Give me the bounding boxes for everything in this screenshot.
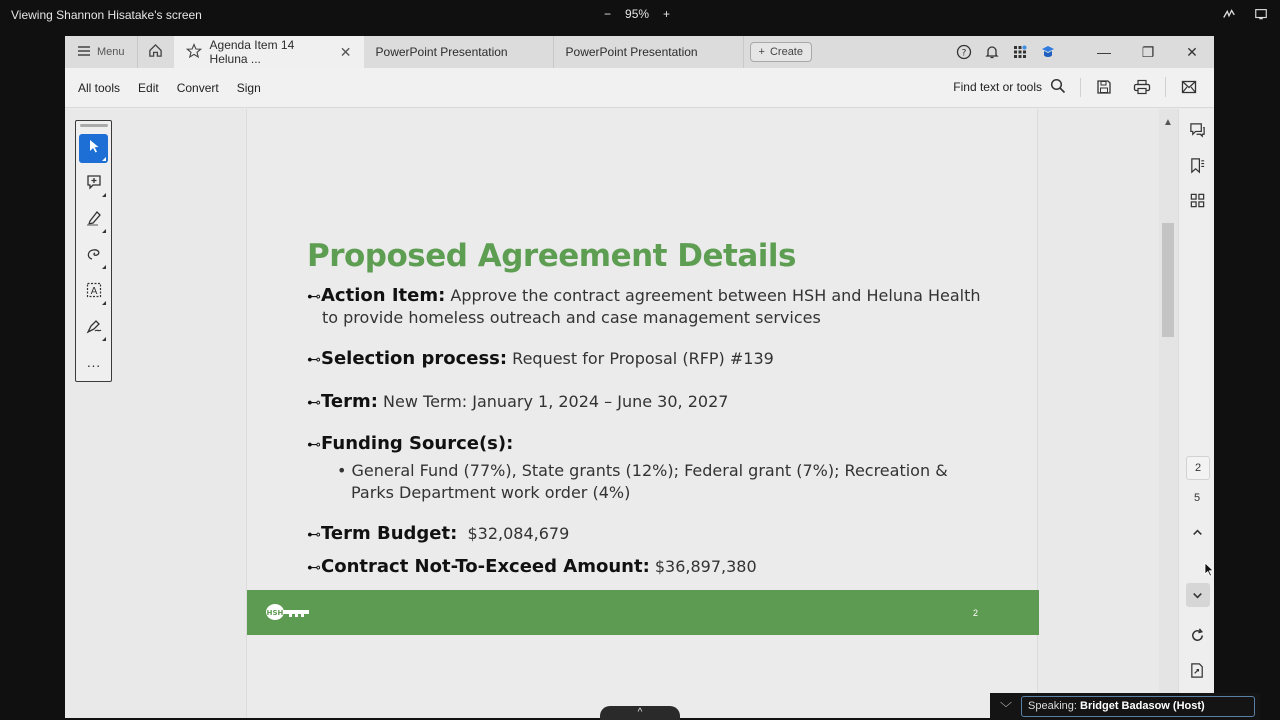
sign-menu[interactable]: Sign — [236, 81, 261, 95]
toolbar-divider — [1165, 77, 1166, 97]
freehand-icon — [86, 246, 102, 267]
bullet-term: ⊷Term: New Term: January 1, 2024 – June 30, 2027 — [307, 391, 729, 412]
select-tool-button[interactable] — [79, 134, 108, 163]
tab-label: PowerPoint Presentation — [565, 45, 698, 59]
main-toolbar — [65, 68, 1214, 108]
comments-icon[interactable] — [1179, 122, 1214, 139]
right-side-panel — [1178, 109, 1214, 718]
thumbnails-icon[interactable] — [1179, 192, 1214, 209]
bookmarks-icon[interactable] — [1179, 157, 1214, 174]
slide-page-number: 2 — [973, 608, 979, 618]
key-bullet-icon: ⊷ — [307, 437, 321, 453]
learning-icon[interactable] — [1034, 44, 1062, 60]
tab-agenda-item[interactable] — [174, 36, 364, 68]
previous-page-button[interactable] — [1179, 524, 1214, 541]
menu-label: Menu — [97, 46, 125, 58]
highlighter-icon — [86, 210, 102, 231]
key-bullet-icon: ⊷ — [307, 289, 321, 305]
bullet-selection-process: ⊷Selection process: Request for Proposal (RFP) #139 — [307, 348, 774, 369]
mouse-cursor-icon — [1204, 562, 1214, 582]
tab-bar — [65, 36, 1214, 68]
convert-menu[interactable]: Convert — [176, 81, 219, 95]
bullet-action-item-continued: to provide homeless outreach and case management services — [322, 308, 821, 327]
speaker-name: Bridget Badasow (Host) — [1080, 700, 1205, 712]
zoom-in-button[interactable]: + — [663, 7, 671, 21]
text-select-button[interactable] — [79, 278, 108, 307]
edit-menu[interactable]: Edit — [138, 81, 159, 95]
add-comment-button[interactable] — [79, 170, 108, 199]
key-bullet-icon: ⊷ — [307, 352, 321, 368]
rotate-icon[interactable] — [1179, 627, 1214, 644]
tab-powerpoint-2[interactable] — [554, 36, 744, 68]
svg-text:A: A — [90, 286, 97, 297]
create-button[interactable] — [750, 42, 812, 62]
slide-footer-band — [247, 590, 1039, 635]
home-icon — [148, 43, 163, 61]
current-page-input[interactable]: 2 — [1186, 456, 1210, 480]
share-zoom-control — [604, 7, 670, 21]
home-button[interactable] — [138, 36, 174, 68]
plus-icon: + — [758, 46, 765, 58]
bullet-action-item: ⊷Action Item: Approve the contract agreement between HSH and Heluna Health — [307, 285, 981, 306]
comment-plus-icon — [86, 174, 102, 195]
pen-sign-icon — [86, 318, 102, 339]
total-pages: 5 — [1193, 492, 1201, 504]
find-label: Find text or tools — [953, 80, 1042, 94]
draw-button[interactable] — [79, 242, 108, 271]
find-text-or-tools[interactable] — [953, 78, 1081, 97]
tab-powerpoint-1[interactable] — [364, 36, 554, 68]
more-icon: ··· — [86, 356, 101, 373]
apps-icon[interactable] — [1006, 44, 1034, 60]
drag-handle[interactable] — [80, 124, 108, 127]
scroll-up-icon[interactable]: ▲ — [1163, 117, 1173, 128]
print-icon[interactable] — [1127, 79, 1157, 95]
screen-share-bar — [0, 0, 1280, 30]
sign-button[interactable] — [79, 314, 108, 343]
popout-icon[interactable] — [1254, 7, 1268, 24]
scrollbar-thumb[interactable] — [1162, 223, 1174, 337]
more-tools-button[interactable] — [79, 350, 108, 379]
svg-text:?: ? — [961, 48, 967, 59]
key-bullet-icon: ⊷ — [307, 560, 321, 576]
close-window-button[interactable]: ✕ — [1186, 43, 1198, 60]
star-icon[interactable] — [186, 43, 202, 62]
tab-close-button[interactable]: ✕ — [339, 43, 352, 60]
all-tools-menu[interactable]: All tools — [78, 81, 121, 95]
key-bullet-icon: ⊷ — [307, 527, 321, 543]
speaker-box — [1021, 696, 1255, 717]
bullet-funding-sources: ⊷Funding Source(s): — [307, 433, 514, 454]
save-icon[interactable] — [1089, 79, 1119, 95]
zoom-out-button[interactable]: − — [604, 7, 612, 21]
notifications-icon[interactable] — [978, 44, 1006, 60]
funding-sub-bullet-line2: Parks Department work order (4%) — [351, 483, 631, 502]
menu-button[interactable] — [65, 36, 138, 68]
search-icon — [1050, 78, 1066, 97]
minimize-button[interactable]: — — [1097, 43, 1111, 60]
meeting-controls-handle[interactable]: ^ — [600, 706, 680, 720]
cursor-arrow-icon — [86, 138, 102, 159]
key-bullet-icon: ⊷ — [307, 395, 321, 411]
hamburger-icon — [77, 45, 91, 60]
highlight-button[interactable] — [79, 206, 108, 235]
document-workspace — [65, 109, 1178, 718]
text-box-icon — [86, 282, 102, 303]
vertical-scrollbar[interactable] — [1159, 109, 1178, 718]
quick-tools-bar — [75, 120, 112, 382]
bullet-term-budget: ⊷Term Budget: $32,084,679 — [307, 523, 570, 544]
email-icon[interactable] — [1174, 80, 1204, 94]
tab-label: PowerPoint Presentation — [375, 45, 508, 59]
speaking-indicator — [990, 693, 1260, 720]
bullet-not-to-exceed: ⊷Contract Not-To-Exceed Amount: $36,897,380 — [307, 556, 757, 577]
acrobat-window — [65, 36, 1214, 718]
svg-text:HSH: HSH — [266, 609, 284, 617]
chevron-down-icon[interactable] — [1179, 587, 1214, 604]
speaking-label: Speaking: — [1028, 700, 1077, 712]
funding-sub-bullet-line1: • General Fund (77%), State grants (12%); Federal grant (7%); Recreation & — [337, 461, 948, 480]
annotate-icon[interactable] — [1222, 7, 1236, 24]
viewing-label: Viewing Shannon Hisatake's screen — [11, 8, 202, 22]
create-label: Create — [769, 46, 803, 58]
zoom-level: 95% — [625, 7, 650, 21]
help-icon[interactable] — [950, 44, 978, 60]
pdf-page — [246, 109, 1038, 718]
tab-label: Agenda Item 14 Heluna ... — [209, 38, 295, 66]
page-extract-icon[interactable] — [1179, 662, 1214, 679]
collapse-chevron-icon[interactable]: ﹀ — [1000, 701, 1013, 715]
hsh-key-logo-icon — [265, 601, 311, 628]
restore-button[interactable]: ❐ — [1141, 43, 1155, 60]
slide-title: Proposed Agreement Details — [307, 238, 796, 274]
